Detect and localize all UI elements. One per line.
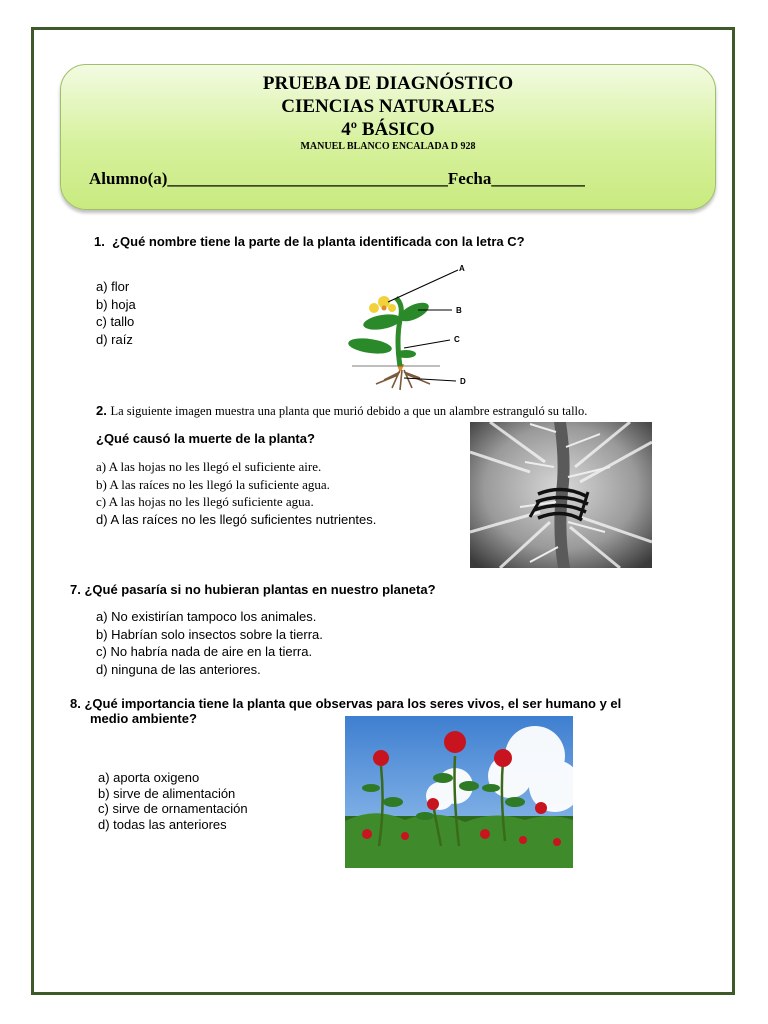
plant-roots (376, 364, 430, 390)
option-8d[interactable]: d) todas las anteriores (98, 816, 227, 832)
flower-icon (369, 296, 396, 313)
question-8-line-2: medio ambiente? (90, 711, 197, 726)
option-1b[interactable]: b) hoja (96, 296, 136, 312)
option-8c[interactable]: c) sirve de ornamentación (98, 801, 248, 816)
option-7b[interactable]: b) Habrían solo insectos sobre la tierra. (96, 626, 323, 642)
question-1-number: 1. (94, 234, 105, 249)
option-1c[interactable]: c) tallo (96, 314, 135, 329)
option-2a[interactable]: a) A las hojas no les llegó el suficiente aire. (96, 459, 322, 474)
option-7a[interactable]: a) No existirían tampoco los animales. (96, 609, 317, 624)
question-2-number: 2. (96, 403, 107, 418)
school-name: MANUEL BLANCO ENCALADA D 928 (300, 141, 476, 152)
label-c: C (454, 335, 460, 344)
question-8-line-1: 8. ¿Qué importancia tiene la planta que observas para los seres vivos, el ser humano y el (70, 696, 622, 711)
question-2-prompt: ¿Qué causó la muerte de la planta? (96, 431, 315, 446)
leaf-icon (362, 312, 402, 332)
question-1-text: ¿Qué nombre tiene la parte de la planta identificada con la letra C? (112, 234, 525, 249)
question-2-options (96, 458, 376, 528)
label-b: B (456, 306, 462, 315)
option-2b[interactable]: b) A las raíces no les llegó la suficiente agua. (96, 476, 330, 492)
question-1 (94, 234, 525, 249)
rose-plant-photo (345, 716, 573, 868)
option-8a[interactable]: a) aporta oxigeno (98, 770, 200, 785)
title-line-3: 4º BÁSICO (341, 119, 435, 140)
option-1d[interactable]: d) raíz (96, 331, 133, 347)
title-line-2: CIENCIAS NATURALES (281, 96, 495, 117)
option-8b[interactable]: b) sirve de alimentación (98, 785, 236, 801)
option-2d[interactable]: d) A las raíces no les llegó suficientes nutrientes. (96, 511, 377, 527)
title-line-1: PRUEBA DE DIAGNÓSTICO (262, 73, 514, 94)
question-2-text: La siguiente imagen muestra una planta que murió debido a que un alambre estranguló su tallo. (110, 404, 588, 418)
label-d: D (460, 377, 466, 386)
plant-diagram (340, 260, 490, 395)
question-1-options (96, 278, 136, 348)
strangled-plant-photo (470, 422, 652, 568)
leaf-icon (347, 336, 393, 356)
label-a: A (459, 264, 465, 273)
question-2-intro (96, 403, 587, 419)
option-7c[interactable]: c) No habría nada de aire en la tierra. (96, 644, 313, 659)
question-8-options (98, 770, 248, 832)
option-2c[interactable]: c) A las hojas no les llegó suficiente agua. (96, 494, 314, 509)
header-box (60, 64, 716, 210)
option-1a[interactable]: a) flor (96, 279, 130, 294)
student-date-line: Alumno(a)_________________________________Fecha___________ (89, 169, 585, 188)
question-7-options (96, 608, 323, 678)
option-7d[interactable]: d) ninguna de las anteriores. (96, 661, 261, 677)
question-7: 7. ¿Qué pasaría si no hubieran plantas en nuestro planeta? (70, 582, 436, 597)
